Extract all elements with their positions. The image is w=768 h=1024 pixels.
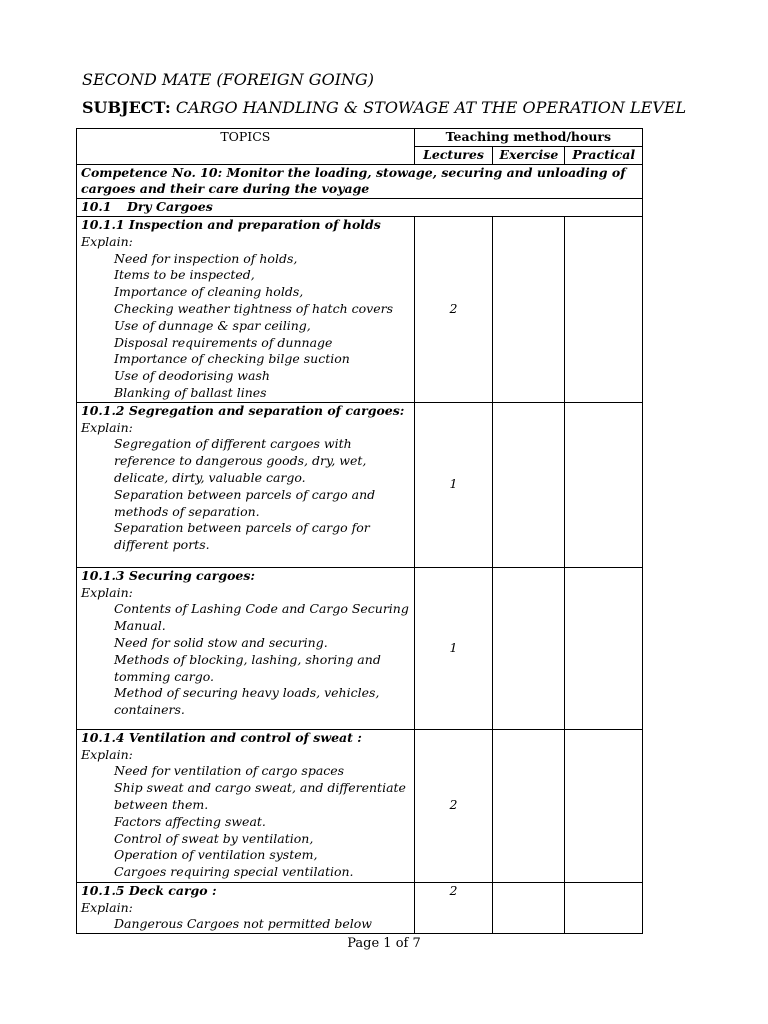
- topic-title: 10.1.4 Ventilation and control of sweat :: [81, 729, 362, 745]
- topic-row: [77, 216, 643, 402]
- topic-item: Segregation of different cargoes with reference to dangerous goods, dry, wet, delicate, dirty, valuable cargo.: [114, 436, 367, 485]
- topic-item: Need for solid stow and securing.: [114, 634, 328, 650]
- topic-item: Use of dunnage & spar ceiling,: [114, 317, 311, 333]
- topic-cell: [77, 216, 415, 402]
- topic-item: Contents of Lashing Code and Cargo Securing Manual.: [114, 601, 409, 634]
- topic-item: Methods of blocking, lashing, shoring and tomming cargo.: [114, 651, 381, 684]
- explain-label: Explain:: [81, 746, 133, 762]
- lectures-hours: 2: [414, 216, 493, 402]
- lectures-hours: 2: [414, 729, 493, 882]
- subject-line: [82, 98, 686, 117]
- document-title: SECOND MATE (FOREIGN GOING): [82, 70, 375, 89]
- practical-hours: [565, 882, 643, 933]
- competence-row: [77, 164, 643, 199]
- topic-row: [77, 882, 643, 933]
- header-teaching-method: Teaching method/hours: [414, 129, 642, 147]
- topic-title: 10.1.2 Segregation and separation of cargoes:: [81, 402, 405, 418]
- topic-title: 10.1.1 Inspection and preparation of holds: [81, 216, 381, 232]
- topic-cell: [77, 402, 415, 567]
- topic-item: Operation of ventilation system,: [114, 847, 318, 863]
- topic-item: Importance of checking bilge suction: [114, 351, 350, 367]
- practical-hours: [565, 402, 643, 567]
- section-row: [77, 199, 643, 217]
- header-practical: Practical: [565, 146, 643, 164]
- header-lectures: Lectures: [414, 146, 493, 164]
- topic-item: Ship sweat and cargo sweat, and differentiate between them.: [114, 780, 406, 812]
- topic-item: Cargoes requiring special ventilation.: [114, 864, 354, 880]
- practical-hours: [565, 729, 643, 882]
- topic-item: Control of sweat by ventilation,: [114, 830, 314, 846]
- table-header-row: [77, 129, 643, 147]
- topic-title: 10.1.3 Securing cargoes:: [81, 567, 256, 583]
- topic-row: [77, 402, 643, 567]
- section-title: [77, 199, 643, 217]
- exercise-hours: [493, 402, 565, 567]
- topic-item: Method of securing heavy loads, vehicles, containers.: [114, 685, 380, 718]
- topic-item: Dangerous Cargoes not permitted below: [114, 916, 373, 932]
- explain-label: Explain:: [81, 899, 133, 915]
- section-name: Dry Cargoes: [127, 199, 213, 215]
- explain-label: Explain:: [81, 584, 133, 600]
- topic-item: Separation between parcels of cargo for different ports.: [114, 520, 370, 553]
- page-footer: Page 1 of 7: [347, 936, 421, 951]
- exercise-hours: [493, 729, 565, 882]
- exercise-hours: [493, 216, 565, 402]
- topic-item: Need for inspection of holds,: [114, 250, 298, 266]
- header-exercise: Exercise: [493, 146, 565, 164]
- practical-hours: [565, 216, 643, 402]
- exercise-hours: [493, 567, 565, 729]
- topic-item: Need for ventilation of cargo spaces: [114, 763, 345, 779]
- topic-item: Checking weather tightness of hatch covers: [114, 300, 393, 316]
- lectures-hours: 1: [414, 567, 493, 729]
- topic-item: Importance of cleaning holds,: [114, 284, 304, 300]
- competence-text: Competence No. 10: Monitor the loading, stowage, securing and unloading of cargoes and their care during the voyage: [77, 164, 643, 199]
- practical-hours: [565, 567, 643, 729]
- exercise-hours: [493, 882, 565, 933]
- topic-item: Disposal requirements of dunnage: [114, 334, 333, 350]
- topic-item: Separation between parcels of cargo and methods of separation.: [114, 486, 376, 519]
- header-topics: TOPICS: [77, 129, 415, 165]
- topic-item: Factors affecting sweat.: [114, 813, 266, 829]
- lectures-hours: 2: [414, 882, 493, 933]
- topic-row: [77, 729, 643, 882]
- section-number: 10.1: [81, 199, 112, 215]
- topic-cell: [77, 729, 415, 882]
- topic-item: Items to be inspected,: [114, 267, 255, 283]
- topic-title: 10.1.5 Deck cargo :: [81, 882, 217, 898]
- lectures-hours: 1: [414, 402, 493, 567]
- topic-cell: [77, 567, 415, 729]
- subject-value: CARGO HANDLING & STOWAGE AT THE OPERATION LEVEL: [175, 98, 687, 117]
- explain-label: Explain:: [81, 233, 133, 249]
- explain-label: Explain:: [81, 419, 133, 435]
- topic-item: Blanking of ballast lines: [114, 384, 267, 400]
- topic-row: [77, 567, 643, 729]
- subject-label: SUBJECT:: [82, 98, 171, 117]
- topic-cell: [77, 882, 415, 933]
- topic-item: Use of deodorising wash: [114, 368, 270, 384]
- syllabus-table: [76, 128, 643, 934]
